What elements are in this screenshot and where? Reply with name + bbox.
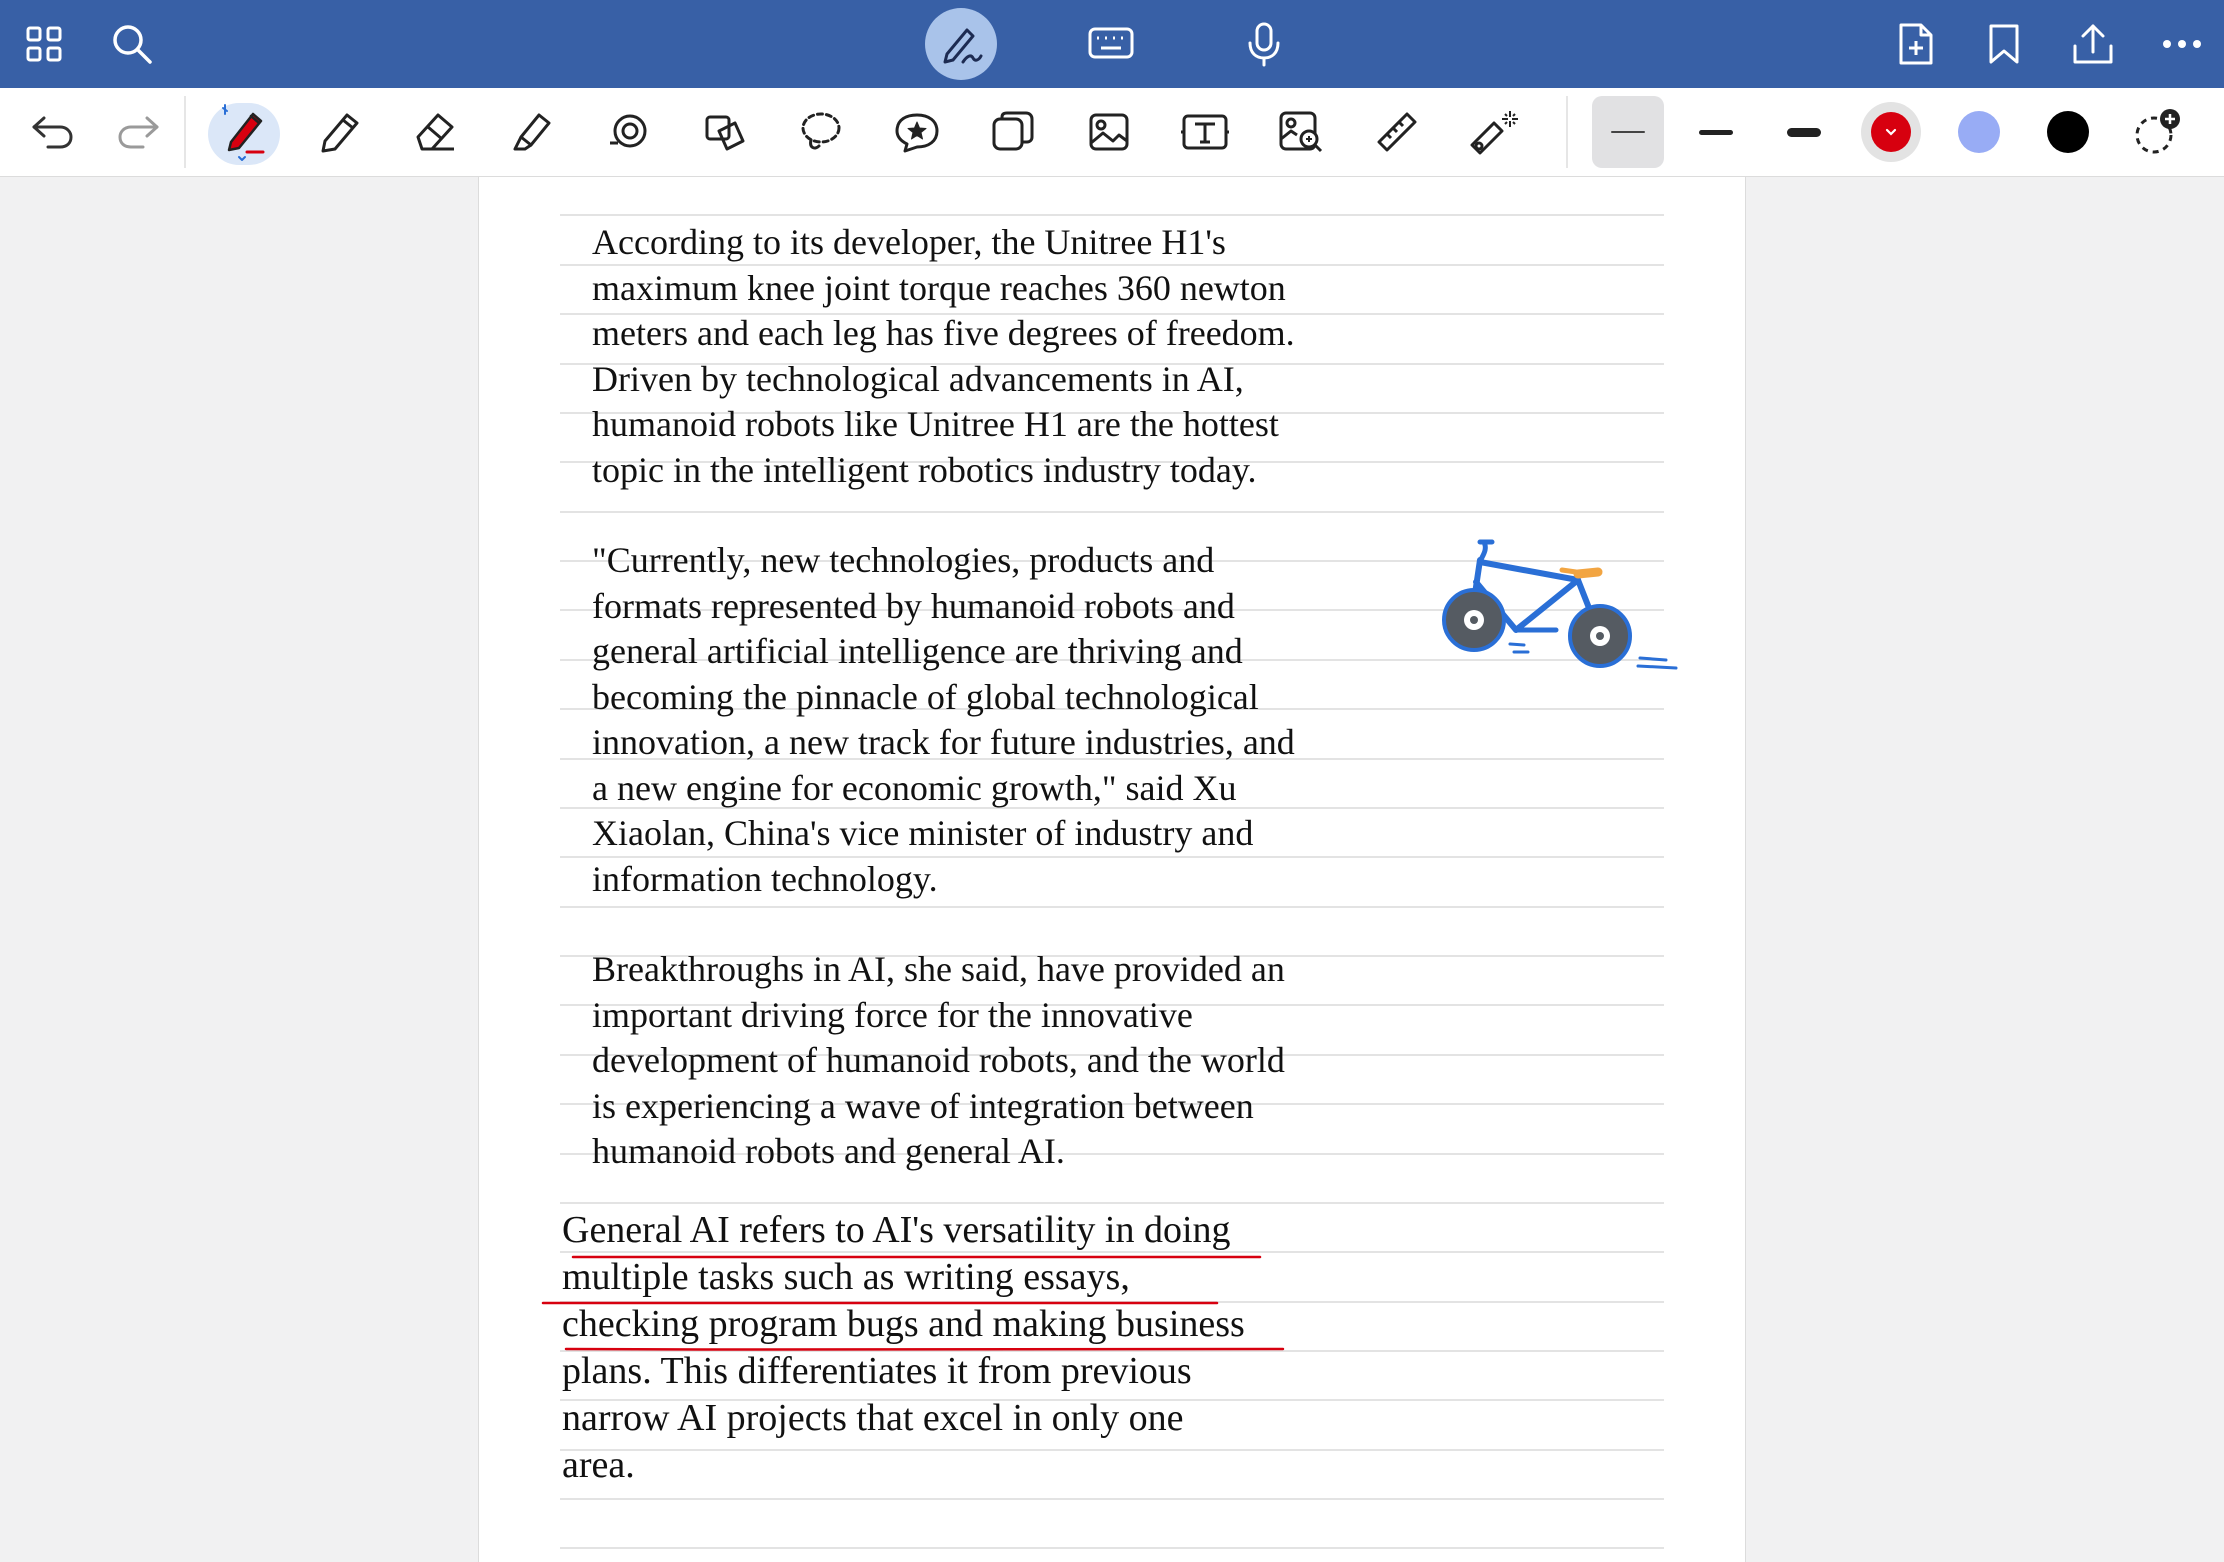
red-underline-strokes[interactable] — [540, 1245, 1300, 1361]
text-line: humanoid robots like Unitree H1 are the hottest — [592, 404, 1279, 444]
toolbar-divider — [184, 96, 186, 168]
eraser-icon — [410, 109, 460, 155]
text-line: topic in the intelligent robotics industry today. — [592, 449, 1257, 490]
image-icon — [1087, 111, 1131, 153]
text-tool[interactable] — [1170, 88, 1240, 176]
text-line: becoming the pinnacle of global technological — [592, 676, 1259, 717]
thickness-thick[interactable] — [1769, 88, 1839, 176]
highlighter-tool[interactable] — [497, 88, 567, 176]
text-line: Breakthroughs in AI, she said, have provided an — [592, 949, 1285, 989]
text-line: humanoid robots and general AI. — [592, 1131, 1065, 1171]
grid-icon[interactable] — [20, 0, 68, 88]
scan-tool[interactable] — [1266, 88, 1336, 176]
ruled-line — [560, 1202, 1664, 1204]
share-icon[interactable] — [2070, 0, 2116, 88]
text-line: development of humanoid robots, and the world — [592, 1040, 1285, 1080]
text-line: multiple tasks such as writing essays, — [562, 1256, 1130, 1298]
pen-tool[interactable] — [209, 88, 279, 176]
color-black-swatch[interactable] — [2047, 111, 2089, 153]
add-color-icon — [2132, 107, 2182, 157]
add-page-icon[interactable] — [1894, 0, 1938, 88]
sticker-tool[interactable] — [690, 88, 760, 176]
text-line: general artificial intelligence are thriving and — [592, 631, 1243, 671]
keyboard-icon[interactable] — [1086, 0, 1136, 88]
text-line: a new engine for economic growth," said Xu — [592, 767, 1237, 808]
text-line: According to its developer, the Unitree H1's — [592, 222, 1226, 262]
more-icon[interactable] — [2160, 0, 2204, 88]
ruled-line — [560, 511, 1664, 513]
lasso-tool[interactable] — [785, 88, 855, 176]
image-tool[interactable] — [1074, 88, 1144, 176]
paragraph-1[interactable] — [592, 220, 1295, 493]
eraser-tool[interactable] — [400, 88, 470, 176]
pen-icon — [217, 102, 271, 162]
paragraph-3[interactable] — [592, 947, 1285, 1175]
chevron-down-icon — [1885, 128, 1897, 136]
text-line: important driving force for the innovative — [592, 994, 1193, 1035]
highlighter-icon — [509, 109, 555, 155]
text-line: General AI refers to AI's versatility in doing — [562, 1209, 1231, 1251]
emoji-icon — [891, 109, 943, 155]
text-line: information technology. — [592, 858, 938, 899]
pencil-tool[interactable] — [305, 88, 375, 176]
shape-icon — [604, 109, 652, 155]
pencil-icon — [317, 109, 363, 155]
handwriting-icon — [937, 20, 985, 68]
toolbar-divider — [1566, 96, 1568, 168]
add-color-button[interactable] — [2122, 88, 2192, 176]
bicycle-sticker[interactable] — [1432, 532, 1682, 677]
text-line: innovation, a new track for future industries, and — [592, 722, 1295, 762]
ruled-line — [560, 214, 1664, 216]
text-line: meters and each leg has five degrees of freedom. — [592, 313, 1295, 353]
emoji-tool[interactable] — [882, 88, 952, 176]
ruler-icon — [1373, 108, 1421, 156]
undo-icon[interactable] — [17, 88, 87, 176]
redo-icon[interactable] — [104, 88, 174, 176]
copy-tool[interactable] — [978, 88, 1048, 176]
text-line: plans. This differentiates it from previous — [562, 1350, 1192, 1392]
microphone-icon[interactable] — [1242, 0, 1286, 88]
text-line: Xiaolan, China's vice minister of industry and — [592, 813, 1254, 853]
laser-pointer-icon — [1466, 107, 1520, 157]
copy-icon — [990, 109, 1036, 155]
ruled-line — [560, 1498, 1664, 1500]
text-line: area. — [562, 1444, 635, 1486]
text-line: narrow AI projects that excel in only one — [562, 1397, 1184, 1439]
sticker-icon — [701, 109, 749, 155]
text-line: maximum knee joint torque reaches 360 newton — [592, 267, 1286, 308]
thickness-thin[interactable] — [1593, 88, 1663, 176]
thickness-medium[interactable] — [1681, 88, 1751, 176]
shape-tool[interactable] — [593, 88, 663, 176]
text-icon — [1180, 112, 1230, 152]
scan-icon — [1277, 109, 1325, 155]
text-line: checking program bugs and making business — [562, 1303, 1245, 1345]
laser-pointer-tool[interactable] — [1458, 88, 1528, 176]
text-line: is experiencing a wave of integration between — [592, 1085, 1254, 1126]
color-red-swatch[interactable] — [1871, 112, 1911, 152]
ruled-line — [560, 906, 1664, 908]
ruled-line — [560, 1547, 1664, 1549]
top-bar — [0, 0, 2224, 88]
text-line: formats represented by humanoid robots and — [592, 585, 1235, 626]
ruler-tool[interactable] — [1362, 88, 1432, 176]
paragraph-2[interactable] — [592, 538, 1295, 902]
color-lavender-swatch[interactable] — [1958, 111, 2000, 153]
handwriting-mode-button[interactable] — [925, 8, 997, 80]
search-icon[interactable] — [108, 0, 156, 88]
lasso-icon — [797, 108, 843, 156]
text-line: Driven by technological advancements in AI, — [592, 358, 1244, 399]
text-line: "Currently, new technologies, products and — [592, 540, 1215, 580]
bookmark-icon[interactable] — [1984, 0, 2024, 88]
